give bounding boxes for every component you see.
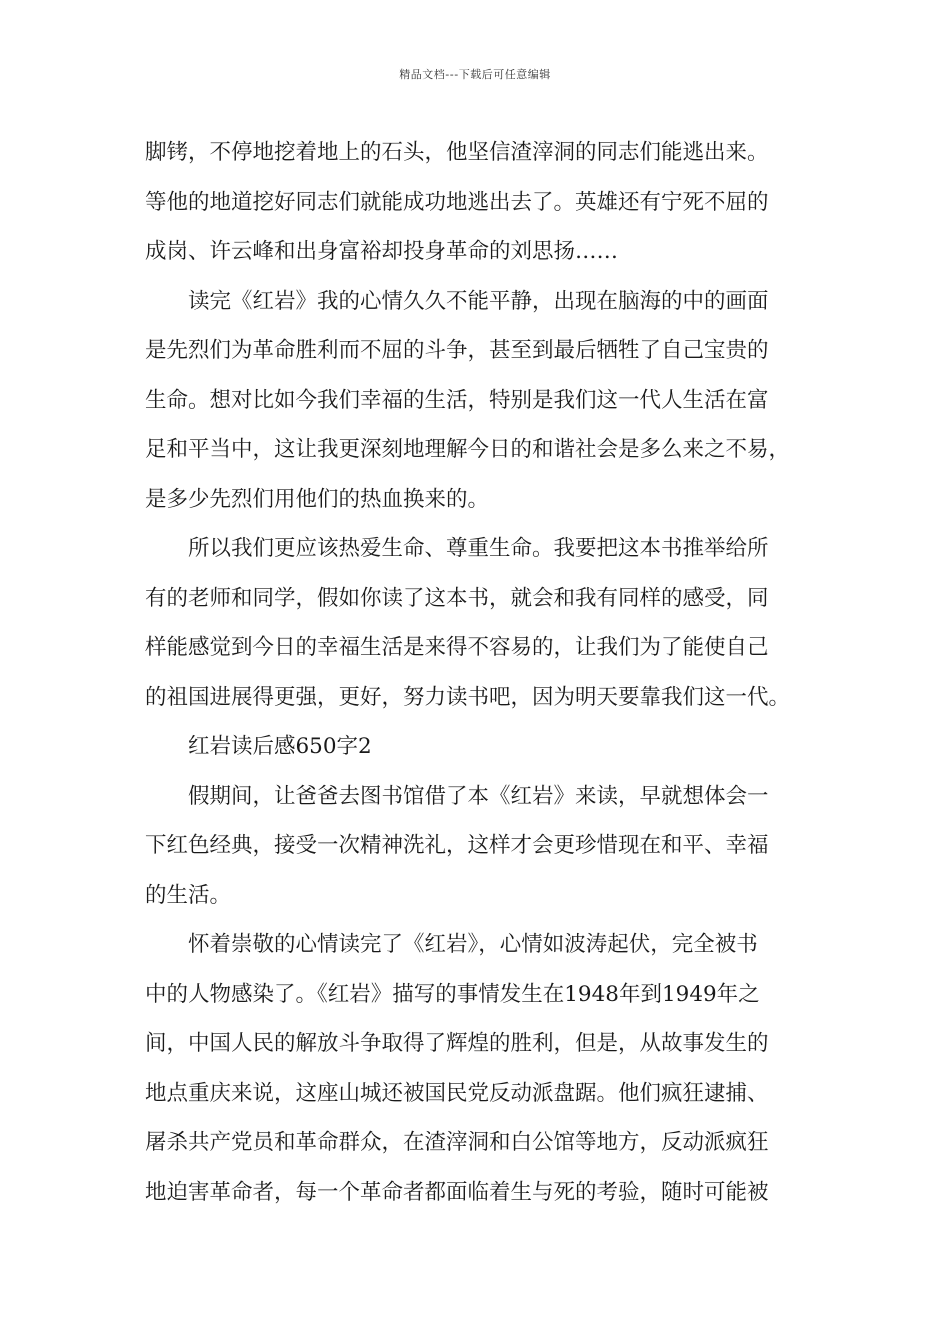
text-line: 的祖国进展得更强，更好，努力读书吧，因为明天要靠我们这一代。 <box>145 684 791 710</box>
text-line: 是先烈们为革命胜利而不屈的斗争，甚至到最后牺牲了自己宝贵的 <box>145 338 769 363</box>
text-line: 所以我们更应该热爱生命、尊重生命。我要把这本书推举给所 <box>188 536 769 561</box>
text-line: 怀着崇敬的心情读完了《红岩》，心情如波涛起伏，完全被书 <box>188 932 758 957</box>
text-line: 假期间，让爸爸去图书馆借了本《红岩》来读，早就想体会一 <box>188 783 769 809</box>
text-line: 足和平当中，这让我更深刻地理解今日的和谐社会是多么来之不易， <box>145 437 791 462</box>
heading-line: 红岩读后感650字2 <box>188 734 372 759</box>
text-line: 地迫害革命者，每一个革命者都面临着生与死的考验，随时可能被 <box>145 1179 769 1205</box>
text-line: 等他的地道挖好同志们就能成功地逃出去了。英雄还有宁死不屈的 <box>145 189 769 215</box>
text-line: 脚铐，不停地挖着地上的石头，他坚信渣滓洞的同志们能逃出来。 <box>145 140 769 165</box>
paragraph <box>145 772 807 921</box>
text-line: 间，中国人民的解放斗争取得了辉煌的胜利，但是，从故事发生的 <box>145 1031 769 1056</box>
section-heading <box>145 722 807 772</box>
text-line: 的生活。 <box>145 882 232 908</box>
text-line: 下红色经典，接受一次精神洗礼，这样才会更珍惜现在和平、幸福 <box>145 833 769 858</box>
paragraph <box>145 277 807 525</box>
text-line: 是多少先烈们用他们的热血换来的。 <box>145 486 490 512</box>
text-line: 样能感觉到今日的幸福生活是来得不容易的，让我们为了能使自己 <box>145 635 769 660</box>
text-line: 读完《红岩》我的心情久久不能平静，出现在脑海的中的画面 <box>188 288 769 314</box>
document-body <box>145 128 807 1217</box>
text-line: 中的人物感染了。《红岩》描写的事情发生在1948年到1949年之 <box>145 981 760 1007</box>
text-line: 生命。想对比如今我们幸福的生活，特别是我们这一代人生活在富 <box>145 387 769 413</box>
text-line: 屠杀共产党员和革命群众，在渣滓洞和白公馆等地方，反动派疯狂 <box>145 1130 769 1155</box>
text-line: 有的老师和同学，假如你读了这本书，就会和我有同样的感受，同 <box>145 585 769 611</box>
paragraph <box>145 128 807 277</box>
text-line: 成岗、许云峰和出身富裕却投身革命的刘思扬…… <box>145 239 619 264</box>
text-line: 地点重庆来说，这座山城还被国民党反动派盘踞。他们疯狂逮捕、 <box>145 1080 769 1106</box>
paragraph <box>145 524 807 722</box>
paragraph <box>145 920 807 1217</box>
page-header: 精品文档---下载后可任意编辑 <box>399 68 551 81</box>
